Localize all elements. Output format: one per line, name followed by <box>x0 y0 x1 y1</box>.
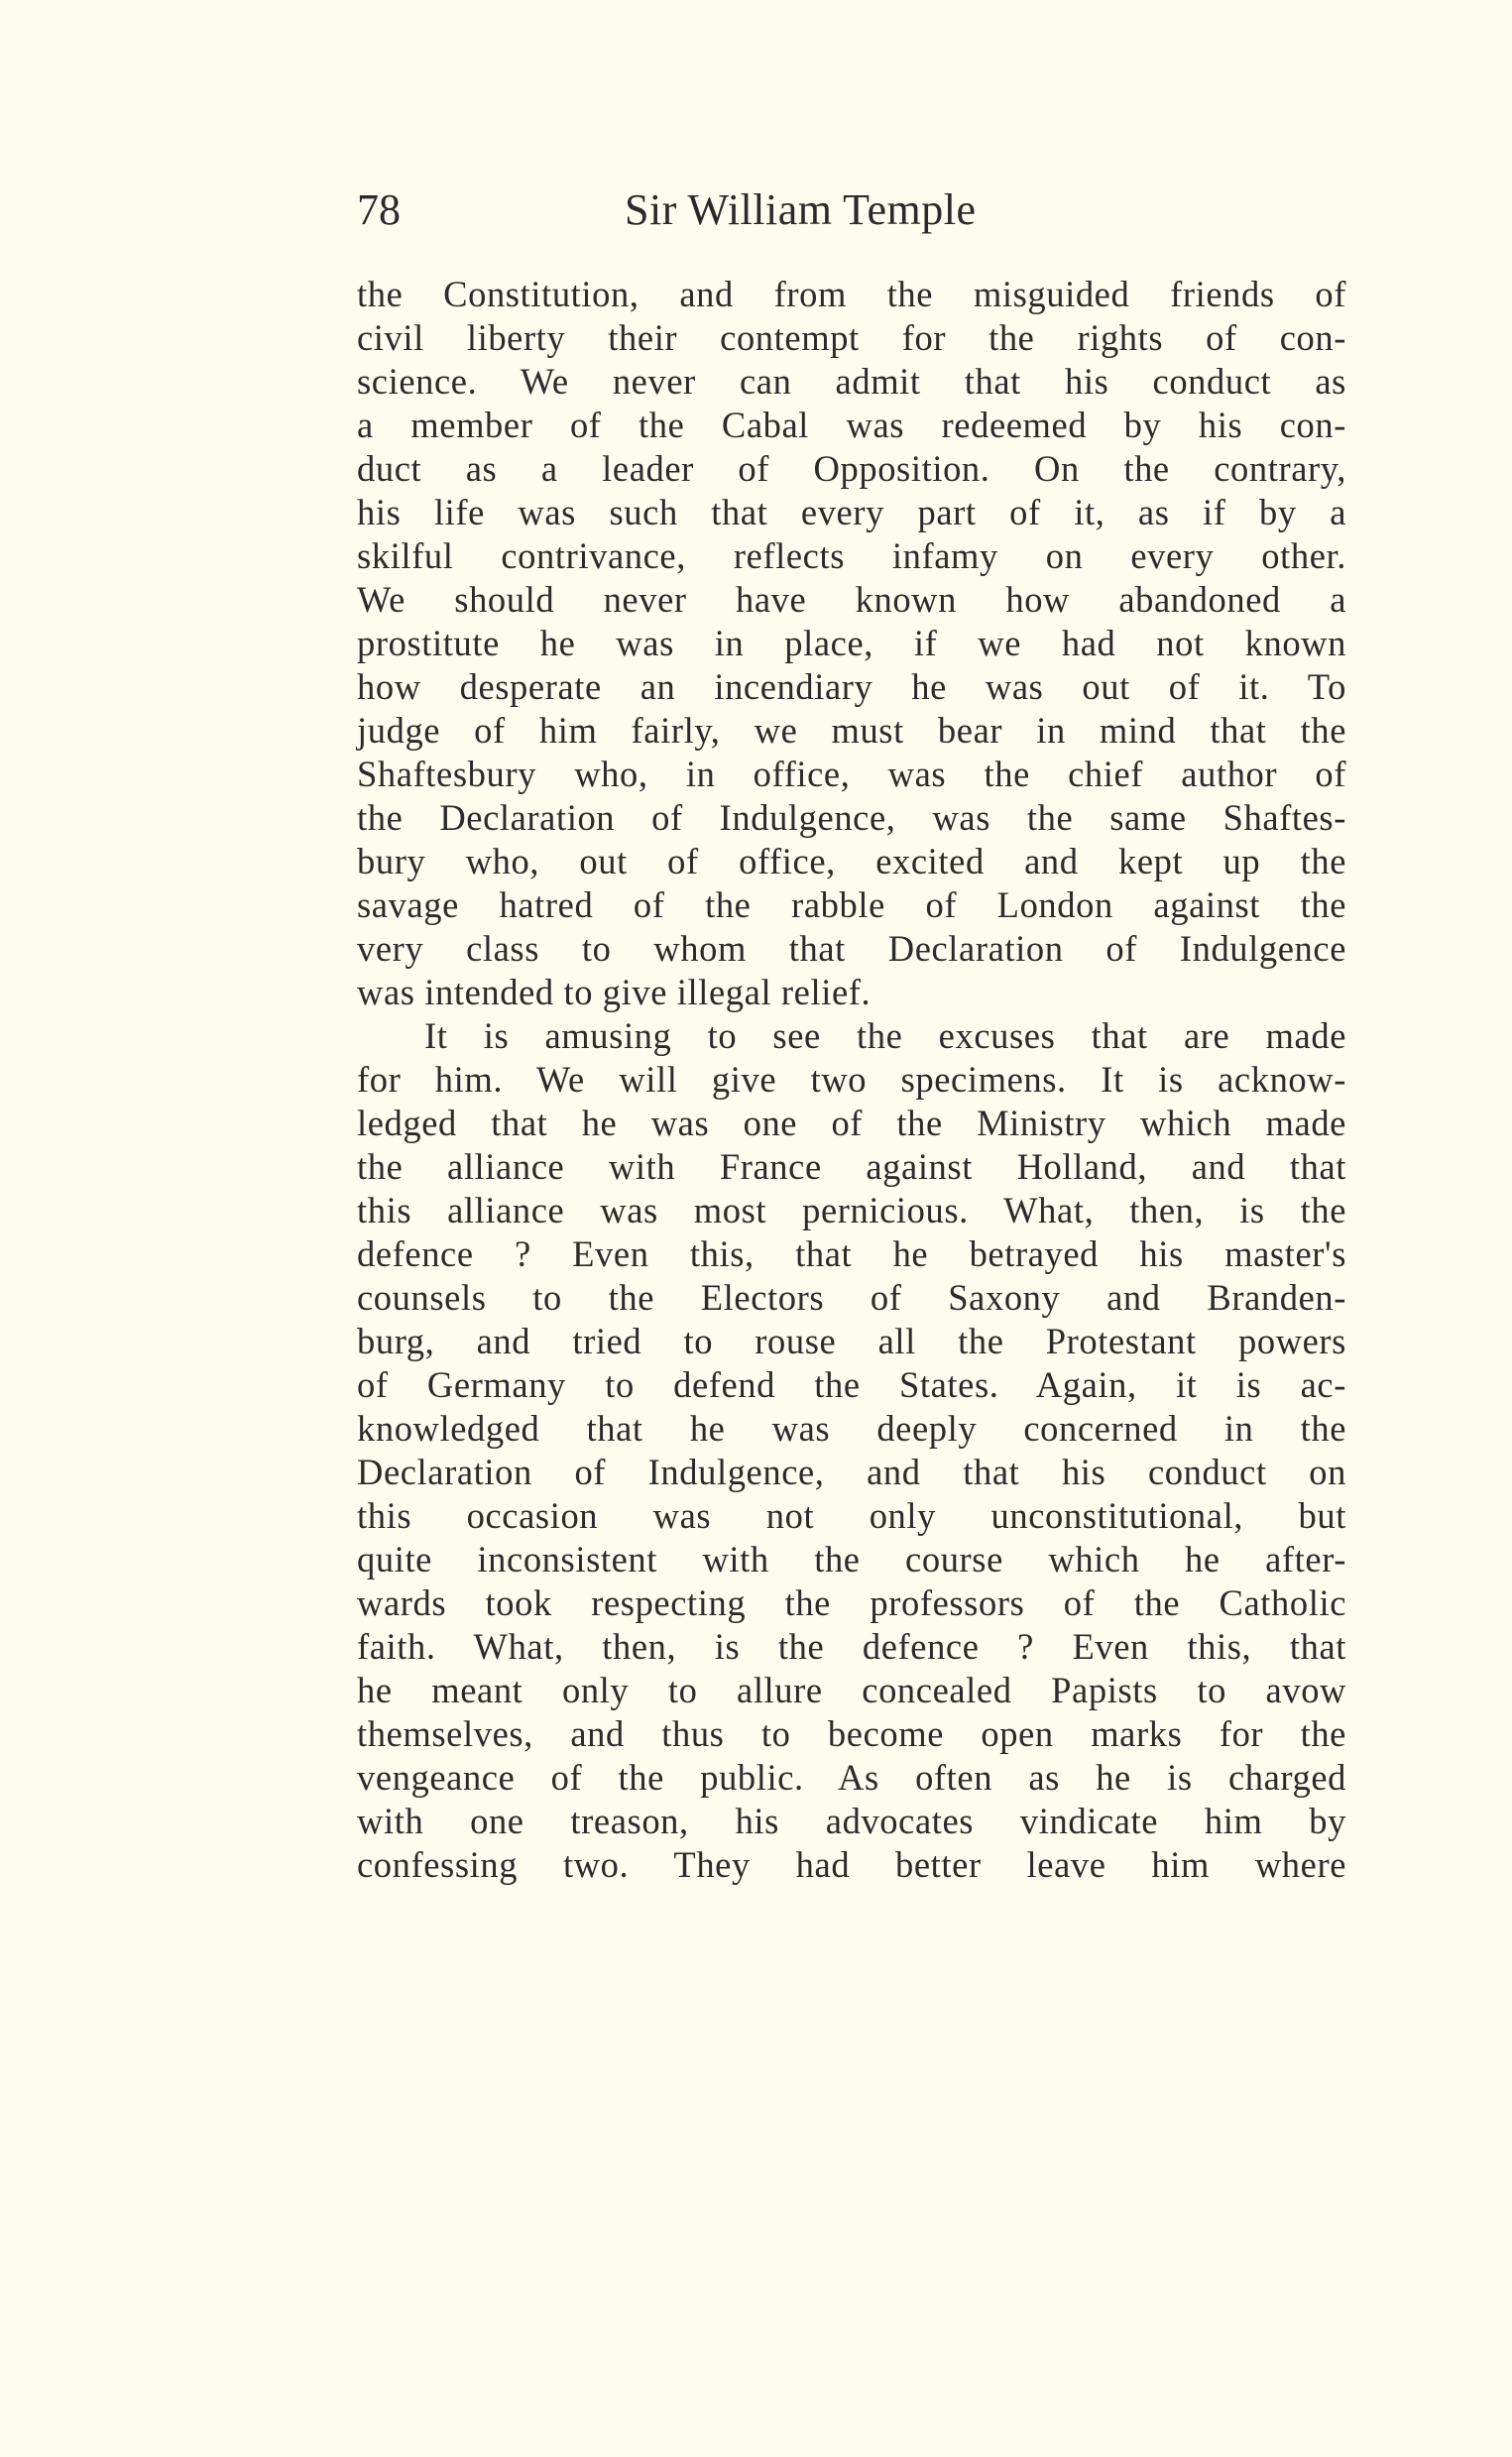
text-line: this occasion was not only unconstitutional, but <box>357 1495 1346 1536</box>
text-line: he meant only to allure concealed Papists to avow <box>357 1670 1346 1710</box>
text-line: very class to whom that Declaration of Indulgence <box>357 928 1346 969</box>
text-line: civil liberty their contempt for the rights of con- <box>357 317 1346 358</box>
text-line: of Germany to defend the States. Again, it is ac- <box>357 1364 1346 1405</box>
text-line: themselves, and thus to become open marks for the <box>357 1713 1346 1754</box>
text-line: this alliance was most pernicious. What, then, is the <box>357 1190 1346 1230</box>
page-number: 78 <box>357 185 401 234</box>
text-line: his life was such that every part of it, as if by a <box>357 492 1346 532</box>
text-line: vengeance of the public. As often as he is charged <box>357 1757 1346 1798</box>
paragraph-1 <box>357 273 1346 1014</box>
text-line: quite inconsistent with the course which he after- <box>357 1539 1346 1580</box>
running-title: Sir William Temple <box>625 185 977 234</box>
text-line: science. We never can admit that his conduct as <box>357 361 1346 402</box>
body-text <box>357 273 1346 1887</box>
text-line: judge of him fairly, we must bear in mind that the <box>357 710 1346 751</box>
text-line: for him. We will give two specimens. It is acknow- <box>357 1059 1346 1100</box>
text-line: It is amusing to see the excuses that are made <box>424 1015 1346 1056</box>
text-line: savage hatred of the rabble of London against the <box>357 884 1346 925</box>
text-line: the Constitution, and from the misguided friends of <box>357 274 1346 314</box>
text-line: defence ? Even this, that he betrayed his master's <box>357 1233 1346 1274</box>
text-line: Shaftesbury who, in office, was the chief author of <box>357 754 1346 794</box>
text-line: prostitute he was in place, if we had not known <box>357 623 1346 663</box>
text-line: Declaration of Indulgence, and that his conduct on <box>357 1452 1346 1492</box>
running-head <box>357 180 1071 240</box>
text-line: confessing two. They had better leave him where <box>357 1844 1346 1885</box>
text-line: was intended to give illegal relief. <box>357 972 872 1012</box>
text-line: bury who, out of office, excited and kept up the <box>357 841 1346 881</box>
text-line: ledged that he was one of the Ministry which made <box>357 1103 1346 1143</box>
text-line: with one treason, his advocates vindicate him by <box>357 1801 1346 1841</box>
text-line: counsels to the Electors of Saxony and Branden- <box>357 1277 1346 1318</box>
text-line: skilful contrivance, reflects infamy on every other. <box>357 535 1346 576</box>
paragraph-2 <box>357 1014 1346 1887</box>
text-line: burg, and tried to rouse all the Protestant powers <box>357 1321 1346 1361</box>
text-line: how desperate an incendiary he was out of it. To <box>357 666 1346 707</box>
text-line: faith. What, then, is the defence ? Even this, that <box>357 1626 1346 1667</box>
text-line: We should never have known how abandoned a <box>357 579 1346 620</box>
text-line: duct as a leader of Opposition. On the contrary, <box>357 448 1346 489</box>
text-line: wards took respecting the professors of the Catholic <box>357 1582 1346 1623</box>
text-line: a member of the Cabal was redeemed by his con- <box>357 405 1346 445</box>
text-line: knowledged that he was deeply concerned in the <box>357 1408 1346 1449</box>
text-line: the alliance with France against Holland, and that <box>357 1146 1346 1187</box>
text-line: the Declaration of Indulgence, was the same Shaftes- <box>357 797 1346 838</box>
